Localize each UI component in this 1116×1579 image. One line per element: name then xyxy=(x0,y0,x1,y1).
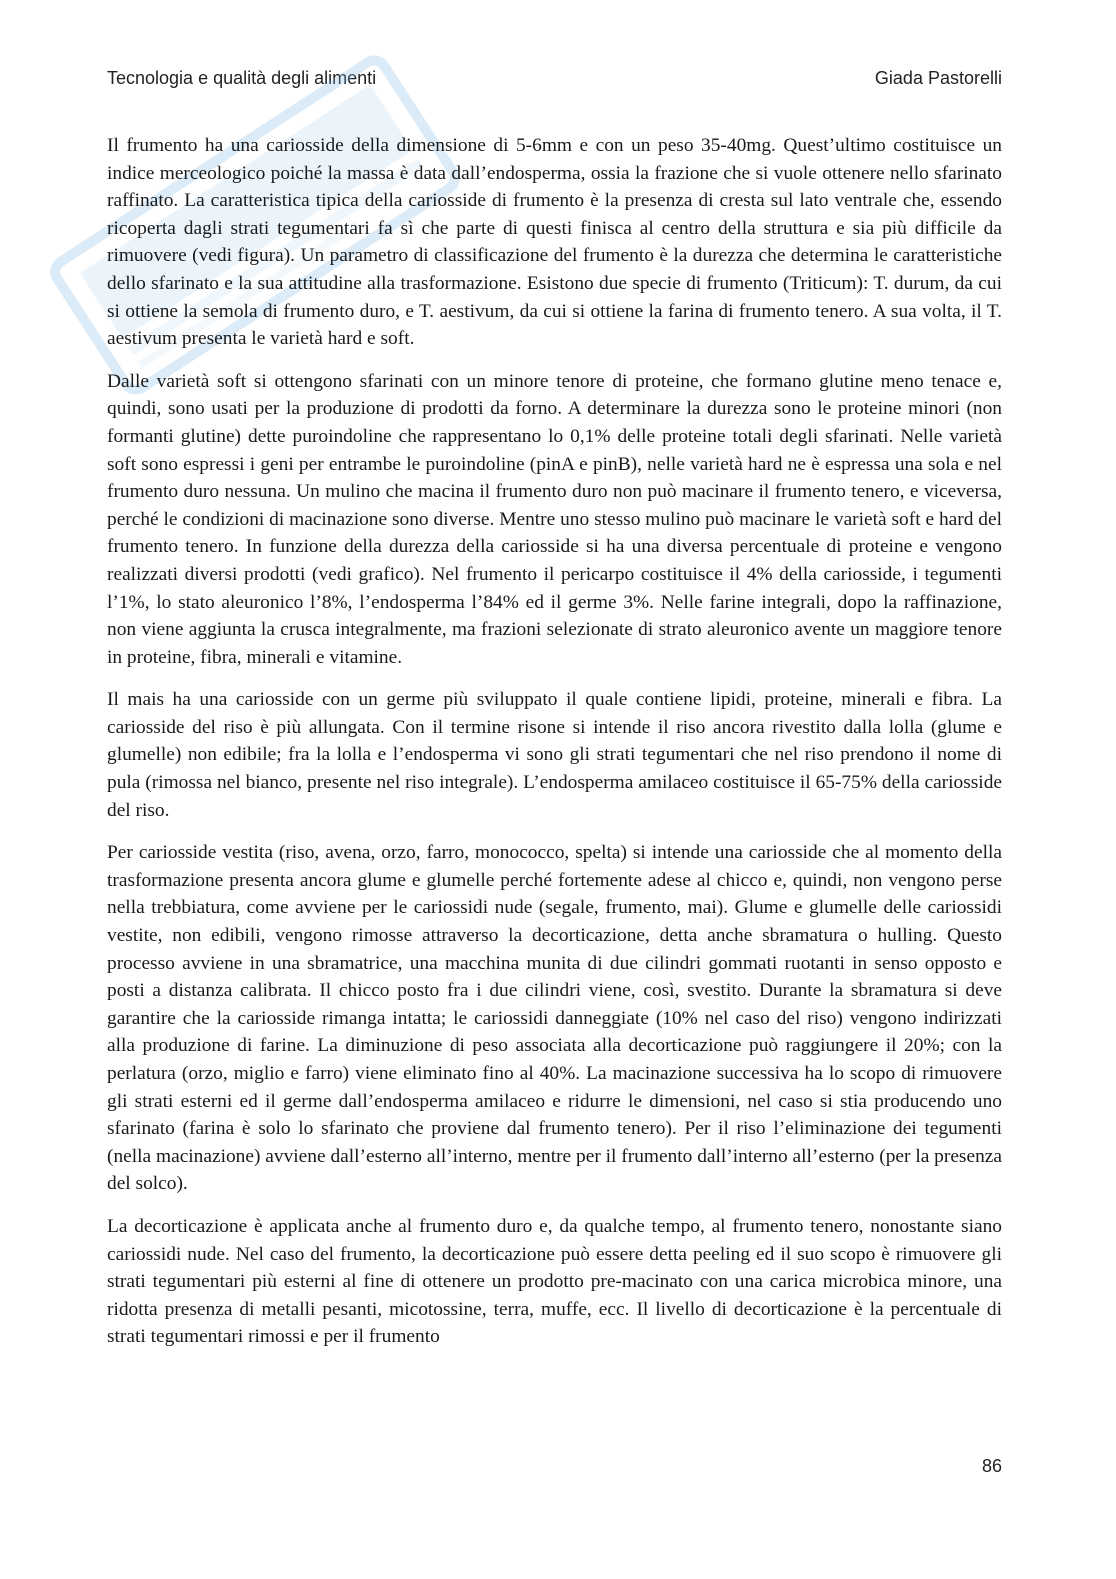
page-body xyxy=(107,132,1002,1366)
paragraph-cariosside-vestita: Per cariosside vestita (riso, avena, orzo, farro, monococco, spelta) si intende una cariosside che al momento della trasformazione presenta ancora glume e glumelle perché fortemente adese al chicco e, quindi, non vengono perse nella trebbiatura, come avviene per le cariossidi nude (segale, frumento, mai). Glume e glumelle delle cariossidi vestite, non edibili, vengono rimosse attraverso la decorticazione, detta anche sbramatura o hulling. Questo processo avviene in una sbramatrice, una macchina munita di due cilindri gommati ruotanti in senso opposto e posti a distanza calibrata. Il chicco posto fra i due cilindri viene, così, svestito. Durante la sbramatura si deve garantire che la cariosside rimanga intatta; le cariossidi danneggiate (10% nel caso del riso) vengono indirizzati alla produzione di farine. La diminuzione di peso associata alla decorticazione può raggiungere il 20%; con la perlatura (orzo, miglio e farro) viene eliminato fino al 40%. La macinazione successiva ha lo scopo di rimuovere gli strati esterni ed il germe dall’endosperma amilaceo e ridurre le dimensioni, nel caso si stia producendo uno sfarinato (farina è solo lo sfarinato che proviene dal frumento tenero). Per il riso l’eliminazione dei tegumenti (nella macinazione) avviene dall’esterno all’interno, mentre per il frumento dall’interno all’esterno (per la presenza del solco). xyxy=(107,842,1002,1195)
paragraph-varieta-soft: Dalle varietà soft si ottengono sfarinati con un minore tenore di proteine, che formano glutine meno tenace e, quindi, sono usati per la produzione di prodotti da forno. A determinare la durezza sono le proteine minori (non formanti glutine) dette puroindoline che rappresentano lo 0,1% delle proteine totali degli sfarinati. Nelle varietà soft sono espressi i geni per entrambe le puroindoline (pinA e pinB), nelle varietà hard ne è espressa una sola e nel frumento duro nessuna. Un mulino che macina il frumento duro non può macinare il frumento tenero, e viceversa, perché le condizioni di macinazione sono diverse. Mentre uno stesso mulino può macinare le varietà soft e hard del frumento tenero. In funzione della durezza della cariosside si ha una diversa percentuale di proteine e vengono realizzati diversi prodotti (vedi grafico). Nel frumento il pericarpo costituisce il 4% della cariosside, i tegumenti l’1%, lo stato aleuronico l’8%, l’endosperma l’84% ed il germe 3%. Nelle farine integrali, dopo la raffinazione, non viene aggiunta la crusca integralmente, ma frazioni selezionate di strato aleuronico avente un maggiore tenore in proteine, fibra, minerali e vitamine. xyxy=(107,370,1002,668)
paragraph-decorticazione: La decorticazione è applicata anche al frumento duro e, da qualche tempo, al frumento tenero, nonostante siano cariossidi nude. Nel caso del frumento, la decorticazione può essere detta peeling ed il suo scopo è rimuovere gli strati tegumentari più esterni al fine di ottenere un prodotto pre-macinato con una carica microbica minore, una ridotta presenza di metalli pesanti, micotossine, terra, muffe, ecc. Il livello di decorticazione è la percentuale di strati tegumentari rimossi e per il frumento xyxy=(107,1215,1002,1348)
paragraph-mais-riso: Il mais ha una cariosside con un germe più sviluppato il quale contiene lipidi, proteine, minerali e fibra. La cariosside del riso è più allungata. Con il termine risone si intende il riso ancora rivestito dalla lolla (glume e glumelle) non edibile; fra la lolla e l’endosperma vi sono gli strati tegumentari che nel riso prendono il nome di pula (rimossa nel bianco, presente nel riso integrale). L’endosperma amilaceo costituisce il 65-75% della cariosside del riso. xyxy=(107,689,1002,821)
page-header xyxy=(107,68,1002,96)
header-title: Tecnologia e qualità degli alimenti xyxy=(107,68,377,88)
paragraph-frumento: Il frumento ha una cariosside della dimensione di 5-6mm e con un peso 35-40mg. Quest’ultimo costituisce un indice merceologico poiché la massa è data dall’endosperma, ossia la frazione che si vuole ottenere nello sfarinato raffinato. La caratteristica tipica della cariosside di frumento è la presenza di cresta sul lato ventrale che, essendo ricoperta dagli strati tegumentari fa sì che parte di questi finisca al centro della struttura e sia più difficile da rimuovere (vedi figura). Un parametro di classificazione del frumento è la durezza che determina le caratteristiche dello sfarinato e la sua attitudine alla trasformazione. Esistono due specie di frumento (Triticum): T. durum, da cui si ottiene la semola di frumento duro, e T. aestivum, da cui si ottiene la farina di frumento tenero. A sua volta, il T. aestivum presenta le varietà hard e soft. xyxy=(107,135,1002,350)
header-author: Giada Pastorelli xyxy=(874,68,1002,88)
page-number: 86 xyxy=(981,1456,1002,1476)
